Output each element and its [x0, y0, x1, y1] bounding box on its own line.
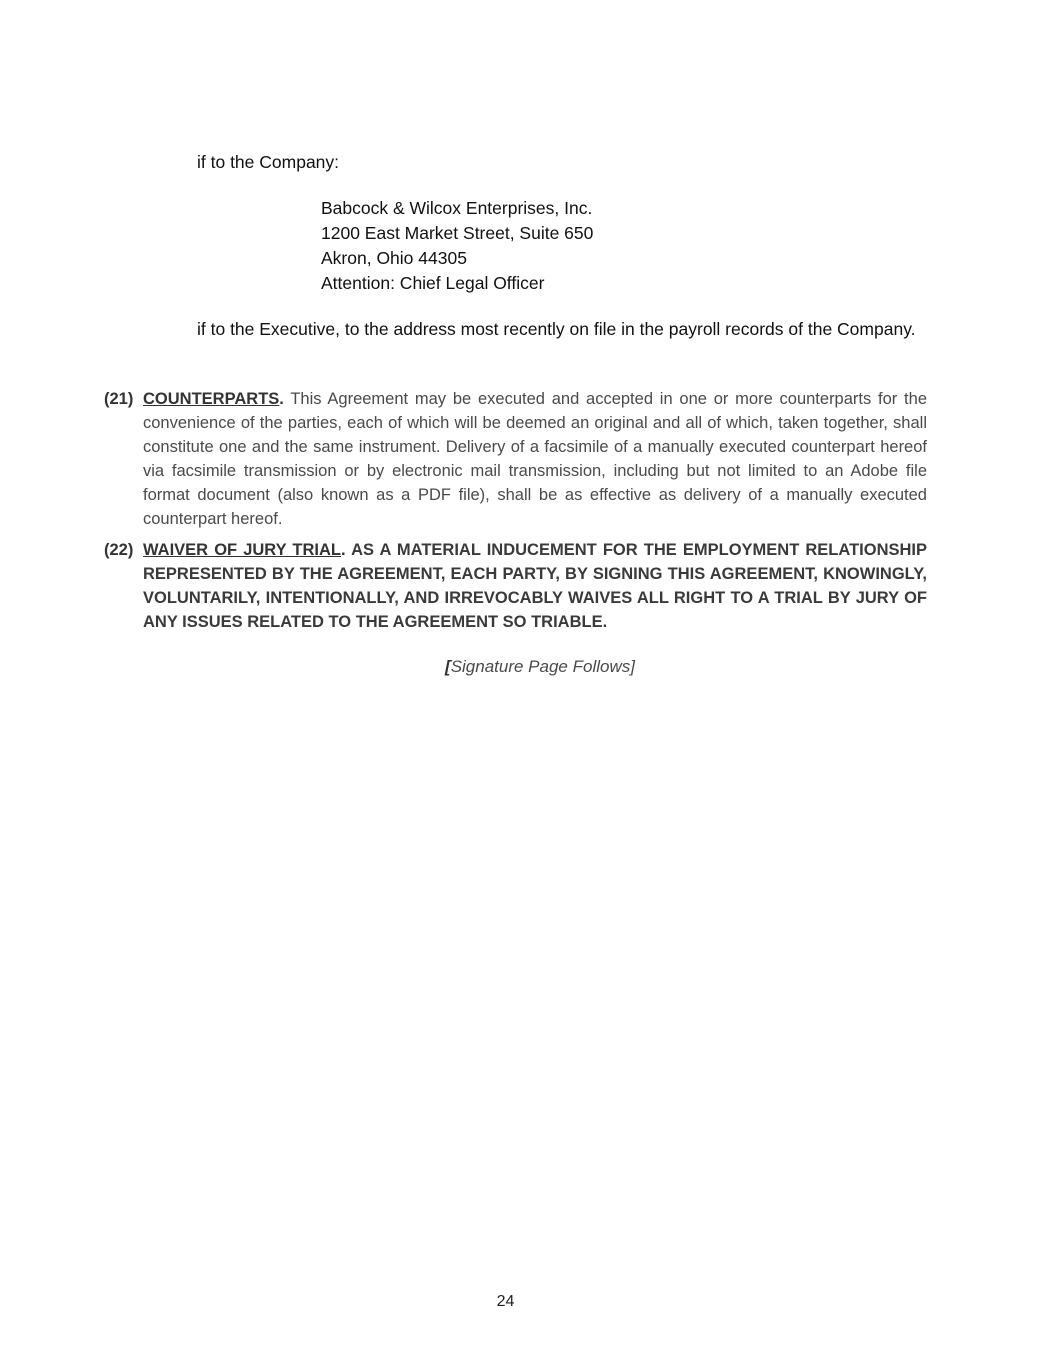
- address-city-state-zip: Akron, Ohio 44305: [321, 248, 467, 268]
- section-body: [143, 387, 927, 531]
- address-street: 1200 East Market Street, Suite 650: [321, 223, 594, 243]
- section-waiver-of-jury-trial: [104, 538, 927, 634]
- address-attention: Attention: Chief Legal Officer: [321, 273, 545, 293]
- company-notice-label: if to the Company:: [197, 152, 340, 172]
- company-address-block: [321, 196, 593, 296]
- section-heading: COUNTERPARTS: [143, 390, 280, 408]
- section-heading-period: .: [279, 390, 284, 408]
- section-number: (21): [104, 390, 134, 408]
- section-text: AS A MATERIAL INDUCEMENT FOR THE EMPLOYMENT RELATIONSHIP REPRESENTED BY THE AGREEMENT, EACH PARTY, BY SIGNING THIS AGREEMENT, KNOWINGLY, VOLUNTARILY, INTENTIONALLY, AND IRREVOCABLY WAIVES ALL RIGHT TO A TRIAL BY JURY OF ANY ISSUES RELATED TO THE AGREEMENT SO TRIABLE.: [143, 541, 928, 631]
- section-text: This Agreement may be executed and accepted in one or more counterparts for the convenience of the parties, each of which will be deemed an original and all of which, taken together, shall constitute one and the same instrument. Delivery of a facsimile of a manually executed counterpart hereof via facsimile transmission or by electronic mail transmission, including but not limited to an Adobe file format document (also known as a PDF file), shall be as effective as delivery of a manually executed counterpart hereof.: [143, 390, 927, 528]
- section-heading: WAIVER OF JURY TRIAL: [143, 541, 341, 559]
- section-body: [143, 538, 927, 634]
- section-number: (22): [104, 541, 134, 559]
- signature-note-text: Signature Page Follows]: [450, 657, 635, 676]
- address-company-name: Babcock & Wilcox Enterprises, Inc.: [321, 198, 593, 218]
- page-number: 24: [496, 1293, 515, 1310]
- section-counterparts: [104, 387, 927, 531]
- executive-notice-text: if to the Executive, to the address most recently on file in the payroll records of the Company.: [197, 319, 916, 339]
- signature-page-follows-note: [0, 655, 1055, 679]
- signature-note-open-bracket: [: [445, 657, 451, 676]
- section-heading-period: .: [341, 541, 346, 559]
